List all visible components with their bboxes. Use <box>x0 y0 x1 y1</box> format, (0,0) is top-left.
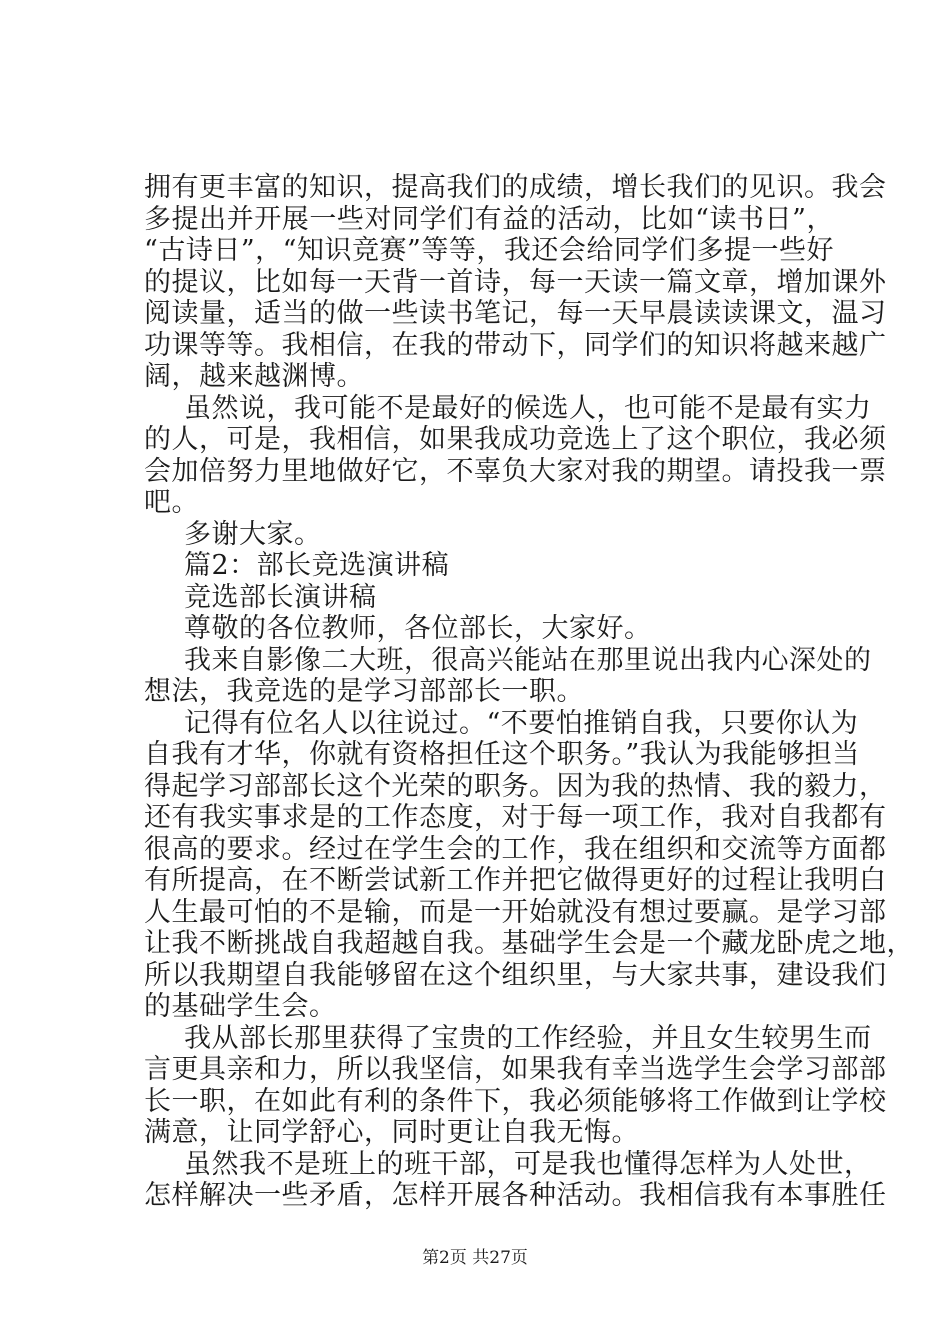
text-line: 记得有位名人以往说过。“不要怕推销自我，只要你认为 <box>184 707 859 739</box>
text-line: 怎样解决一些矛盾，怎样开展各种活动。我相信我有本事胜任 <box>144 1180 887 1211</box>
page-footer: 第2页 共27页 <box>422 1248 528 1268</box>
text-line: 尊敬的各位教师，各位部长，大家好。 <box>184 613 652 644</box>
text-line: 阅读量，适当的做一些读书笔记，每一天早晨读读课文，温习 <box>144 298 887 329</box>
text-line: 满意，让同学舒心，同时更让自我无悔。 <box>144 1117 639 1148</box>
text-line: 吧。 <box>144 487 199 518</box>
text-line: 言更具亲和力，所以我坚信，如果我有幸当选学生会学习部部 <box>144 1054 887 1085</box>
text-line: 有所提高，在不断尝试新工作并把它做得更好的过程让我明白 <box>144 865 887 896</box>
text-line: 竞选部长演讲稿 <box>184 581 377 613</box>
text-line: 所以我期望自我能够留在这个组织里，与大家共事，建设我们 <box>144 959 887 991</box>
text-line: “古诗日”，“知识竞赛”等等，我还会给同学们多提一些好 <box>144 235 834 266</box>
text-line: 拥有更丰富的知识，提高我们的成绩，增长我们的见识。我会 <box>144 172 887 203</box>
text-line: 的基础学生会。 <box>144 991 337 1022</box>
text-line: 的人，可是，我相信，如果我成功竞选上了这个职位，我必须 <box>144 424 887 455</box>
text-line: 长一职，在如此有利的条件下，我必须能够将工作做到让学校 <box>144 1085 887 1117</box>
text-line: 篇2：部长竞选演讲稿 <box>184 550 450 581</box>
text-line: 我从部长那里获得了宝贵的工作经验，并且女生较男生而 <box>184 1022 872 1054</box>
document-body <box>144 172 914 1212</box>
text-line: 的提议，比如每一天背一首诗，每一天读一篇文章，增加课外 <box>144 266 887 298</box>
text-line: 虽然我不是班上的班干部，可是我也懂得怎样为人处世， <box>184 1148 872 1180</box>
text-line: 人生最可怕的不是输，而是一开始就没有想过要赢。是学习部 <box>144 896 887 928</box>
text-line: 多提出并开展一些对同学们有益的活动，比如“读书日”， <box>144 203 834 235</box>
text-line: 让我不断挑战自我超越自我。基础学生会是一个藏龙卧虎之地， <box>144 928 914 959</box>
text-line: 阔，越来越渊博。 <box>144 361 364 392</box>
text-line: 我来自影像二大班，很高兴能站在那里说出我内心深处的 <box>184 644 872 676</box>
text-line: 很高的要求。经过在学生会的工作，我在组织和交流等方面都 <box>144 833 887 865</box>
text-line: 虽然说，我可能不是最好的候选人，也可能不是最有实力 <box>184 392 872 424</box>
text-line: 功课等等。我相信，在我的带动下，同学们的知识将越来越广 <box>144 329 887 361</box>
text-line: 会加倍努力里地做好它，不辜负大家对我的期望。请投我一票 <box>144 455 887 487</box>
text-line: 得起学习部部长这个光荣的职务。因为我的热情、我的毅力， <box>144 770 887 802</box>
text-line: 还有我实事求是的工作态度，对于每一项工作，我对自我都有 <box>144 802 887 833</box>
text-line: 自我有才华，你就有资格担任这个职务。”我认为我能够担当 <box>144 739 860 770</box>
text-line: 想法，我竞选的是学习部部长一职。 <box>144 676 584 707</box>
text-line: 多谢大家。 <box>184 518 322 550</box>
